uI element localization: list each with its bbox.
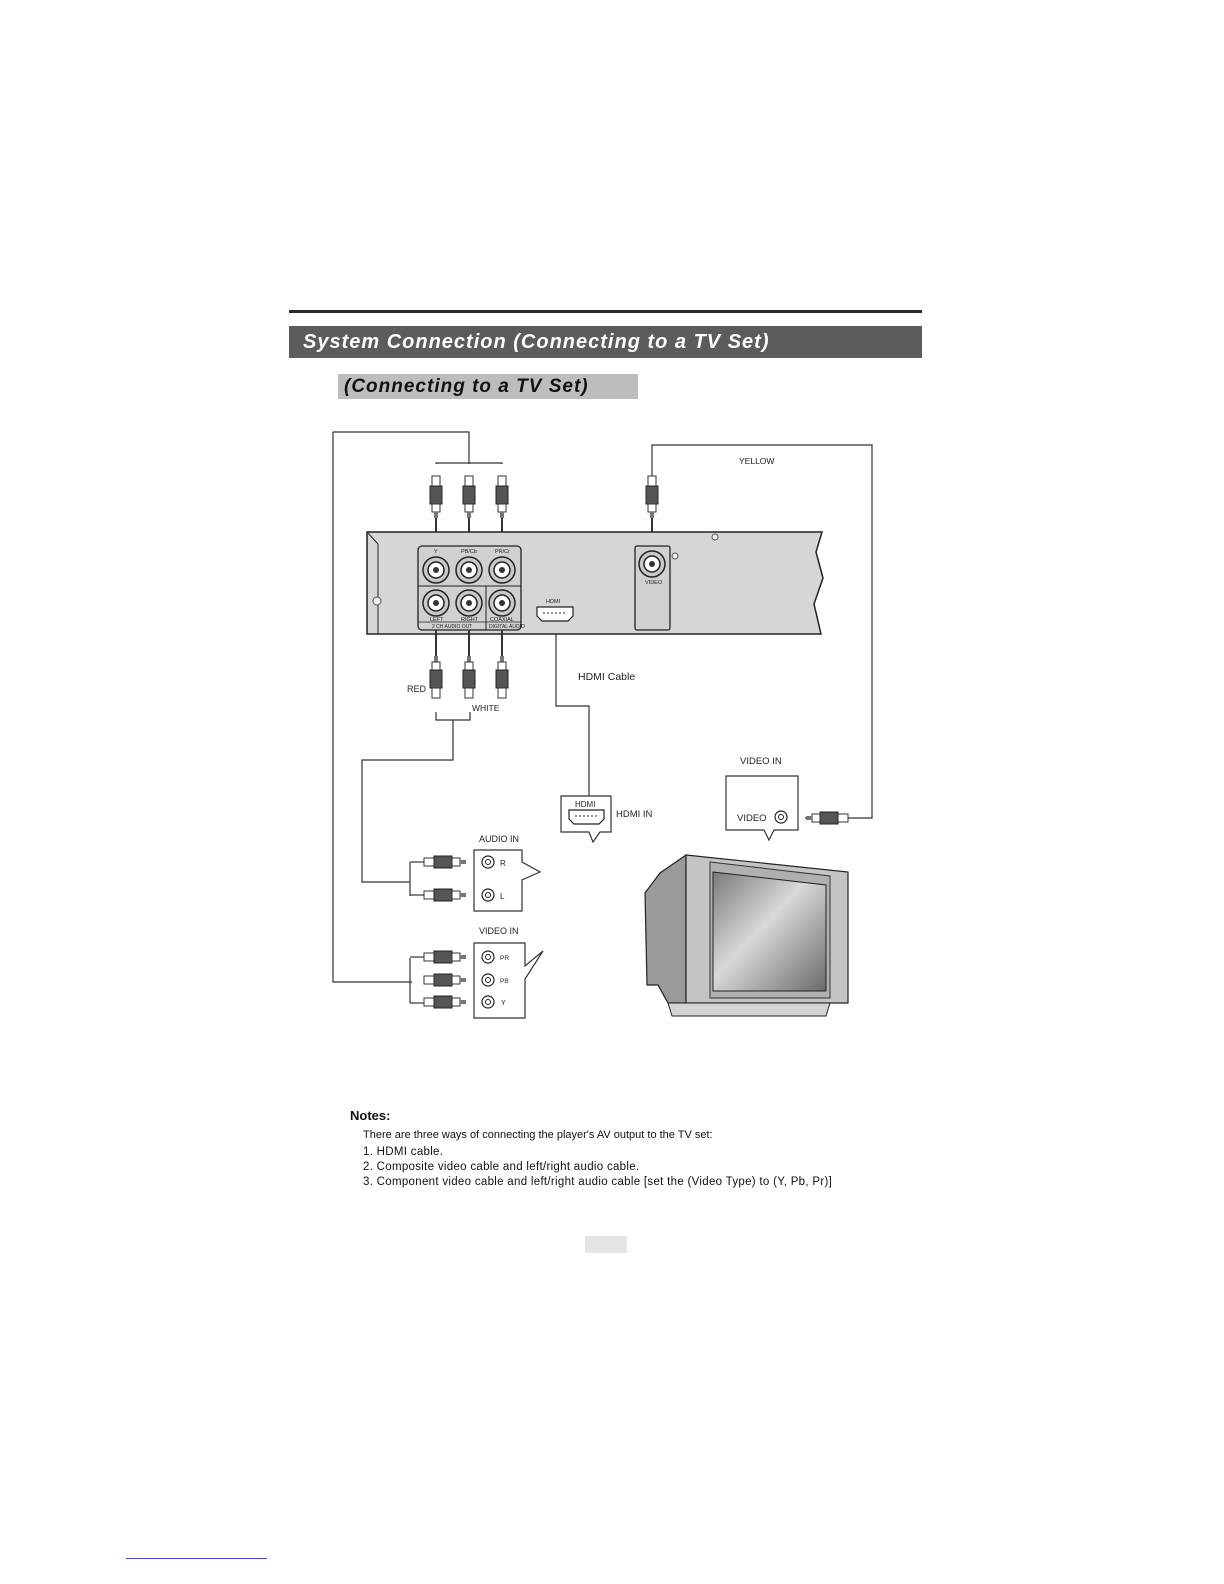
panel-right-label: RIGHT — [461, 617, 479, 623]
notes-item: 3. Component video cable and left/right audio cable [set the (Video Type) to (Y, Pb, Pr)] — [363, 1176, 833, 1188]
panel-pb-label: PB/Cb — [461, 549, 477, 555]
hdmi-in-callout — [561, 796, 611, 842]
panel-left-label: LEFT — [430, 617, 444, 623]
panel-digital-audio-label: DIGITAL AUDIO — [489, 624, 525, 630]
page-number-tab — [585, 1236, 627, 1253]
section-title: System Connection (Connecting to a TV Set) — [303, 330, 770, 353]
video-in-top-label: VIDEO IN — [740, 756, 782, 767]
yellow-label: YELLOW — [739, 456, 775, 466]
notes-item: 1. HDMI cable. — [363, 1146, 444, 1158]
audio-in-label: AUDIO IN — [479, 834, 520, 844]
panel-video-label: VIDEO — [645, 580, 663, 586]
television — [645, 855, 848, 1016]
panel-audio-out-label: 2 CH AUDIO OUT — [432, 624, 473, 630]
notes-intro: There are three ways of connecting the player's AV output to the TV set: — [363, 1129, 713, 1141]
panel-pr-label: PR/Cr — [495, 549, 510, 555]
audio-l-label: L — [500, 892, 505, 901]
notes-heading: Notes: — [350, 1108, 391, 1123]
notes-item: 2. Composite video cable and left/right audio cable. — [363, 1161, 640, 1173]
audio-r-label: R — [500, 859, 506, 868]
hdmi-in-label: HDMI IN — [616, 809, 653, 820]
component-in-callout — [474, 943, 543, 1018]
audio-in-callout — [474, 850, 540, 911]
component-pr-label: PR — [500, 955, 510, 962]
audio-in-plugs — [410, 856, 466, 901]
component-y-label: Y — [501, 1000, 506, 1007]
panel-y-label: Y — [434, 549, 438, 555]
footer-rule — [126, 1558, 267, 1559]
hdmi-box-label: HDMI — [575, 800, 596, 809]
notes-section — [350, 1108, 950, 1191]
hdmi-cable-label: HDMI Cable — [578, 671, 636, 683]
component-in-plugs — [410, 951, 466, 1008]
video-in-callout — [726, 776, 798, 840]
audio-out-plugs — [430, 630, 508, 698]
panel-hdmi-label: HDMI — [546, 599, 561, 605]
subtitle: (Connecting to a TV Set) — [344, 375, 589, 397]
video-port-label: VIDEO — [737, 813, 767, 824]
player-rear-panel — [367, 532, 823, 634]
red-label: RED — [407, 684, 427, 694]
component-pb-label: PB — [500, 978, 509, 985]
panel-coaxial-label: COAXIAL — [490, 617, 514, 623]
composite-video-plug-tv — [805, 812, 848, 824]
white-label: WHITE — [472, 703, 500, 713]
video-in-component-label: VIDEO IN — [479, 926, 519, 936]
